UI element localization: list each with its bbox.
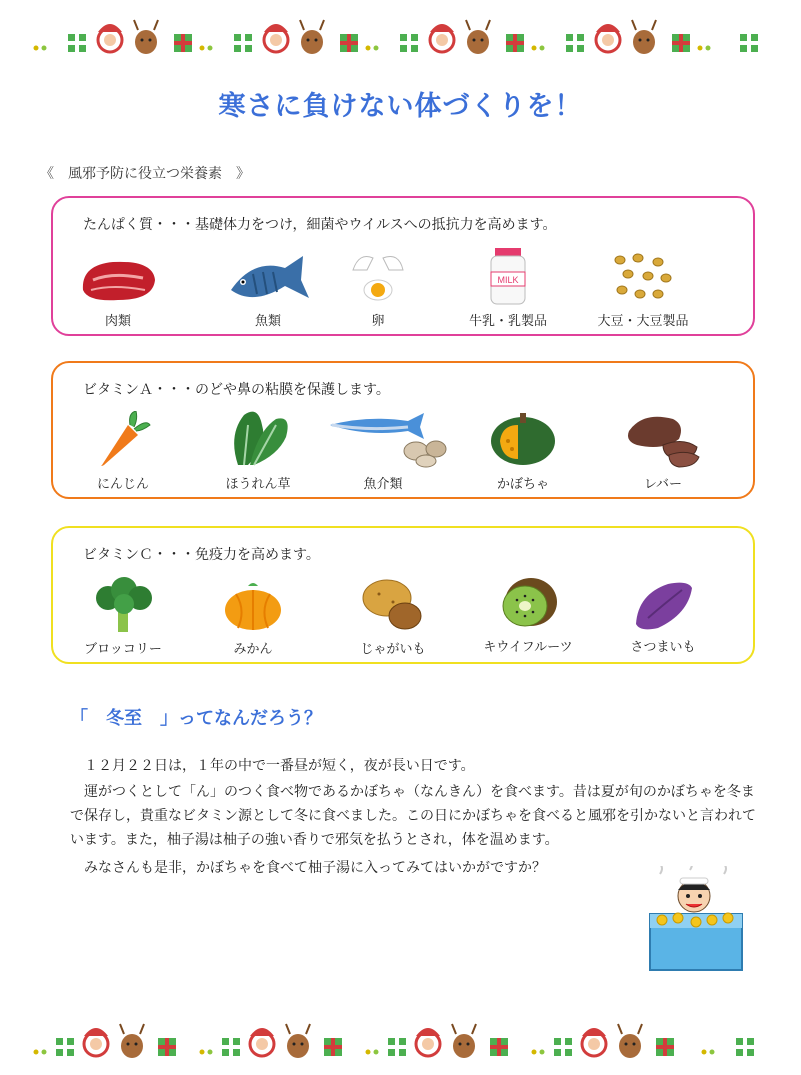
food-item-kiwi	[473, 574, 583, 655]
top-christmas-border	[28, 18, 773, 58]
paragraph-2: 運がつくとして「ん」のつく食べ物であるかぼちゃ（なんきん）を食べます。昔は夏が旬のかぼちゃを冬まで保存し，貴重なビタミン源として冬に食べました。この日にかぼちゃを食べると風邪を引かないと言われています。また，柚子湯は柚子の強い香りで邪気を払うとされ，体を温めます。	[70, 784, 756, 848]
potato-icon	[353, 574, 433, 634]
food-item-spinach	[203, 405, 313, 492]
svg-text:MILK: MILK	[497, 275, 519, 285]
food-label: かぼちゃ	[496, 477, 549, 492]
meat-icon	[73, 250, 163, 306]
vitamin-a-description: ビタミンＡ・・・のどや鼻の粘膜を保護します。	[83, 382, 390, 398]
food-label: にんじん	[96, 477, 149, 492]
food-item-milk	[453, 246, 563, 329]
paragraph-1: １２月２２日は，１年の中で一番昼が短く，夜が長い日です。	[70, 758, 475, 774]
food-label: ほうれん草	[225, 477, 291, 492]
bottom-christmas-border	[28, 1022, 773, 1062]
soybean-icon	[608, 250, 678, 306]
carrot-icon	[88, 411, 158, 469]
food-label: 大豆・大豆製品	[597, 314, 689, 329]
kiwi-icon	[493, 574, 563, 632]
protein-box	[51, 196, 755, 336]
christmas-border-icon	[28, 18, 773, 58]
food-label: 肉類	[104, 314, 131, 329]
food-item-mikan	[198, 576, 308, 657]
food-label: じゃがいも	[360, 642, 426, 657]
food-item-pumpkin	[468, 411, 578, 492]
food-item-meat	[63, 250, 173, 329]
food-label: ブロッコリー	[84, 642, 162, 657]
food-item-potato	[338, 574, 448, 657]
christmas-border-icon	[28, 1022, 773, 1062]
paragraph-3: みなさんも是非，かぼちゃを食べて柚子湯に入ってみてはいかがですか？	[70, 860, 546, 876]
fish-icon	[223, 250, 313, 306]
egg-icon	[343, 250, 413, 306]
broccoli-icon	[88, 576, 158, 634]
vitamin-c-box	[51, 526, 755, 664]
liver-icon	[623, 411, 703, 469]
food-item-liver	[608, 411, 718, 492]
food-item-fish	[213, 250, 323, 329]
food-label: キウイフルーツ	[483, 640, 573, 655]
food-item-broccoli	[68, 576, 178, 657]
toji-heading: 「 冬至 」ってなんだろう？	[70, 708, 322, 729]
yuzu-bath-illustration	[640, 866, 750, 980]
mikan-icon	[218, 576, 288, 634]
food-item-soybean	[588, 250, 698, 329]
food-item-carrot	[68, 411, 178, 492]
food-item-egg	[323, 250, 433, 329]
vitamin-a-box	[51, 361, 755, 499]
vitamin-c-description: ビタミンＣ・・・免疫力を高めます。	[83, 547, 320, 563]
section-heading: 《 風邪予防に役立つ栄養素 》	[40, 166, 250, 182]
food-label: さつまいも	[630, 640, 696, 655]
milk-icon	[483, 246, 533, 306]
bath-icon	[640, 866, 750, 976]
protein-description: たんぱく質・・・基礎体力をつけ，細菌やウイルスへの抵抗力を高めます。	[83, 217, 557, 233]
spinach-icon	[218, 405, 298, 469]
food-label: レバー	[643, 477, 683, 492]
food-item-sweet-potato	[608, 574, 718, 655]
seafood-icon	[328, 411, 448, 469]
pumpkin-icon	[488, 411, 558, 469]
food-label: 牛乳・乳製品	[468, 314, 547, 329]
food-label: 卵	[371, 314, 385, 329]
food-label: 魚介類	[363, 477, 403, 492]
sweet-potato-icon	[628, 574, 698, 632]
food-label: みかん	[233, 642, 273, 657]
food-item-seafood	[328, 411, 438, 492]
page-title: 寒さに負けない体づくりを！	[218, 91, 583, 122]
food-label: 魚類	[254, 314, 281, 329]
